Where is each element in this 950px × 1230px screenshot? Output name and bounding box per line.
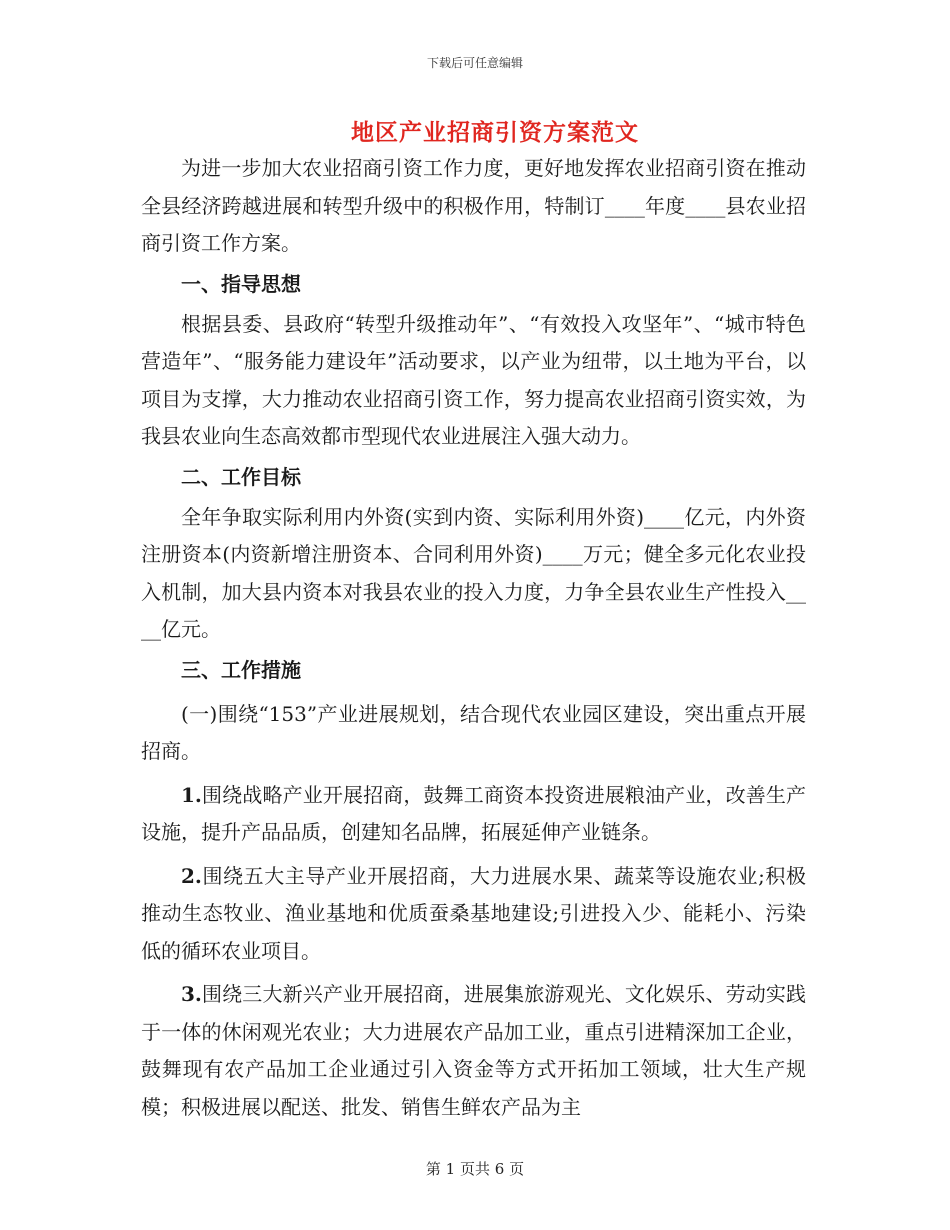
section-heading-work-measures: 三、工作措施 [181,657,301,682]
section-paragraph-work-goals: 全年争取实际利用内外资(实到内资、实际利用外资)____亿元，内外资注册资本(内资新增注册资本、合同利用外资)____万元；健全多元化农业投入机制，加大县内资本对我县农业的投入力度，力争全县农业生产性投入____亿元。 [141,504,806,641]
section-heading-guiding-ideology: 一、指导思想 [181,271,301,296]
list-item-text: 围绕三大新兴产业开展招商，进展集旅游观光、文化娱乐、劳动实践于一体的休闲观光农业；大力进展农产品加工业，重点引进精深加工企业，鼓舞现有农产品加工企业通过引入资金等方式开拓加工领域，壮大生产规模；积极进展以配送、批发、销售生鲜农产品为主 [141,982,806,1119]
document-title: 地区产业招商引资方案范文 [351,119,639,146]
list-item [141,976,806,1126]
list-item [141,777,806,852]
list-item [141,858,806,971]
section-heading-work-goals: 二、工作目标 [181,464,301,489]
intro-paragraph: 为进一步加大农业招商引资工作力度，更好地发挥农业招商引资在推动全县经济跨越进展和转型升级中的积极作用，特制订____年度____县农业招商引资工作方案。 [141,156,806,255]
list-item-number: 1. [181,782,202,807]
list-item-text: 围绕战略产业开展招商，鼓舞工商资本投资进展粮油产业，改善生产设施，提升产品品质，创建知名品牌，拓展延伸产业链条。 [141,782,806,844]
list-item-number: 2. [181,863,202,888]
list-item-number: 3. [181,982,202,1006]
subsection-paragraph-1: (一)围绕“153”产业进展规划，结合现代农业园区建设，突出重点开展招商。 [141,701,806,763]
page-footer: 第 1 页共 6 页 [425,1160,525,1178]
list-item-text: 围绕五大主导产业开展招商，大力进展水果、蔬菜等设施农业;积极推动生态牧业、渔业基地和优质蚕桑基地建设;引进投入少、能耗小、污染低的循环农业项目。 [141,863,806,963]
section-paragraph-guiding-ideology: 根据县委、县政府“转型升级推动年”、“有效投入攻坚年”、“城市特色营造年”、“服务能力建设年”活动要求，以产业为纽带，以土地为平台，以项目为支撑，大力推动农业招商引资工作，努力提高农业招商引资实效，为我县农业向生态高效都市型现代农业进展注入强大动力。 [141,311,806,448]
top-note: 下载后可任意编辑 [426,56,523,70]
document-body [141,150,806,1126]
